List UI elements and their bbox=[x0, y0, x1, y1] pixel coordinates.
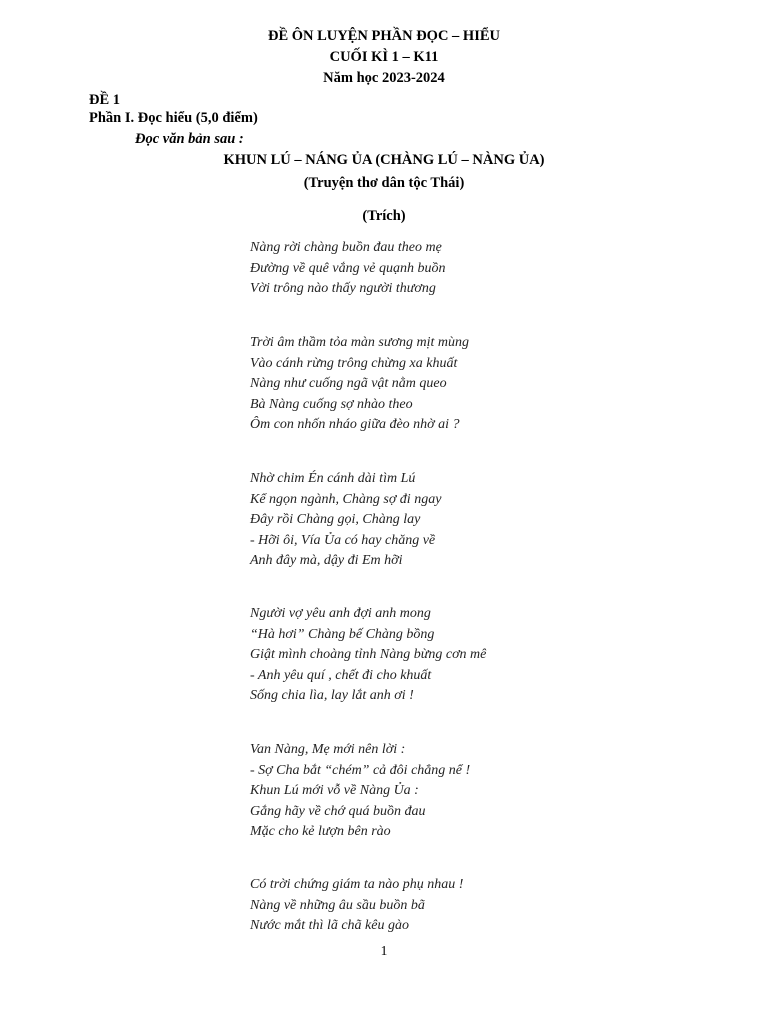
page-number: 1 bbox=[380, 943, 388, 958]
document-title: ĐỀ ÔN LUYỆN PHẦN ĐỌC – HIỂU bbox=[267, 28, 500, 44]
poem-line: Người vợ yêu anh đợi anh mong bbox=[250, 606, 431, 621]
poem-line: Đường về quê vắng vẻ quạnh buồn bbox=[250, 260, 446, 276]
work-title: KHUN LÚ – NÁNG ỦA (CHÀNG LÚ – NÀNG ỦA) bbox=[223, 152, 545, 168]
poem-line: - Anh yêu quí , chết đi cho khuất bbox=[250, 667, 432, 683]
poem-line: Nàng như cuống ngã vật nằm queo bbox=[250, 376, 447, 392]
poem-stanza bbox=[250, 238, 730, 300]
poem-line: Mặc cho kẻ lượn bên rào bbox=[250, 824, 391, 840]
poem-stanza bbox=[250, 604, 730, 707]
poem-line: Kể ngọn ngành, Chàng sợ đi ngay bbox=[250, 491, 442, 507]
poem-line: Giật mình choàng tỉnh Nàng bừng cơn mê bbox=[250, 647, 487, 663]
poem-line: Anh đây mà, dậy đi Em hỡi bbox=[250, 553, 403, 569]
poem-stanza bbox=[250, 740, 730, 843]
poem-line: Nàng về những âu sầu buồn bã bbox=[250, 897, 425, 913]
poem-stanza bbox=[250, 469, 730, 572]
exam-number: ĐỀ 1 bbox=[89, 92, 121, 108]
poem-line: Ôm con nhốn nháo giữa đèo nhờ ai ? bbox=[250, 417, 460, 433]
poem-line: Van Nàng, Mẹ mới nên lời : bbox=[250, 742, 406, 757]
section-heading: Phần I. Đọc hiểu (5,0 điểm) bbox=[89, 110, 258, 126]
poem-stanza bbox=[250, 333, 730, 436]
poem-line: Nàng rời chàng buồn đau theo mẹ bbox=[250, 240, 442, 255]
poem-line: Nhờ chim Én cánh dài tìm Lú bbox=[250, 471, 416, 486]
document-subtitle: CUỐI KÌ 1 – K11 bbox=[329, 49, 439, 65]
poem-line: - Hỡi ôi, Vía Ủa có hay chăng về bbox=[250, 532, 436, 548]
work-genre: (Truyện thơ dân tộc Thái) bbox=[303, 175, 465, 191]
poem-stanza bbox=[250, 875, 730, 937]
poem-line: Gắng hãy về chớ quá buồn đau bbox=[250, 803, 426, 819]
poem-line: Nước mắt thì lã chã kêu gào bbox=[250, 918, 409, 934]
poem-line: “Hà hơi” Chàng bế Chàng bồng bbox=[250, 626, 435, 642]
poem-line: Trời âm thầm tỏa màn sương mịt mùng bbox=[250, 335, 469, 350]
poem-line: Khun Lú mới vỗ về Nàng Ủa : bbox=[250, 783, 419, 799]
reading-instruction: Đọc văn bản sau : bbox=[135, 131, 244, 147]
excerpt-label: (Trích) bbox=[362, 208, 406, 224]
poem-line: Vời trông nào thấy người thương bbox=[250, 281, 436, 297]
poem-line: Vào cánh rừng trông chừng xa khuất bbox=[250, 355, 458, 371]
poem-line: Bà Nàng cuống sợ nhào theo bbox=[250, 396, 413, 412]
poem-line: Sống chia lìa, lay lắt anh ơi ! bbox=[250, 688, 414, 704]
poem-line: Có trời chứng giám ta nào phụ nhau ! bbox=[250, 877, 464, 892]
poem-line: Đây rồi Chàng gọi, Chàng lay bbox=[250, 512, 421, 528]
school-year: Năm học 2023-2024 bbox=[323, 70, 445, 86]
poem-line: - Sợ Cha bắt “chém” cả đôi chẳng nể ! bbox=[250, 762, 471, 778]
